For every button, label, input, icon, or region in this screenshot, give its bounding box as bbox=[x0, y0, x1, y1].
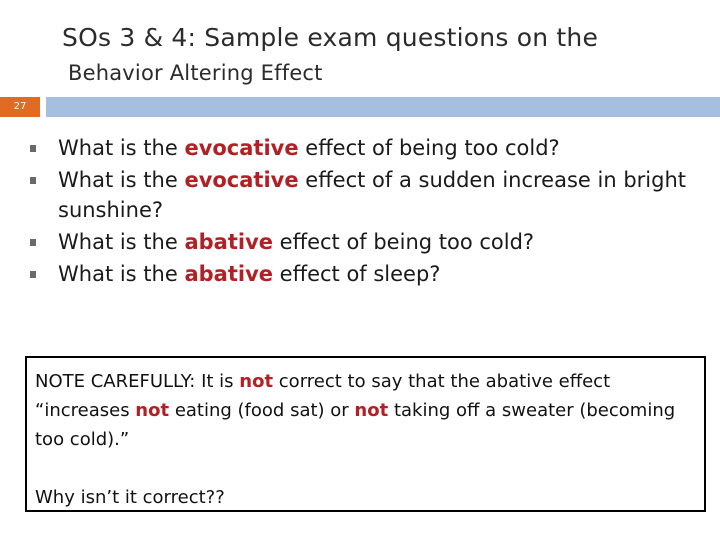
question-item bbox=[28, 133, 708, 163]
question-text-pre: What is the bbox=[58, 230, 185, 254]
slide-title-line-2: Behavior Altering Effect bbox=[68, 61, 323, 85]
question-list bbox=[28, 133, 708, 291]
note-text: taking off a sweater (becoming too cold).” bbox=[35, 400, 676, 450]
square-bullet-icon bbox=[30, 145, 36, 152]
header-divider-bar bbox=[46, 97, 720, 117]
question-keyword: abative bbox=[184, 262, 273, 286]
slide-number: 27 bbox=[0, 97, 40, 117]
question-text-pre: What is the bbox=[58, 136, 185, 160]
note-box bbox=[25, 356, 706, 512]
slide-title-line-1: SOs 3 & 4: Sample exam questions on the bbox=[62, 23, 599, 52]
question-text-pre: What is the bbox=[58, 262, 185, 286]
note-question: Why isn’t it correct?? bbox=[35, 487, 225, 508]
question-text-post: effect of being too cold? bbox=[273, 230, 535, 254]
square-bullet-icon bbox=[30, 177, 36, 184]
question-text-post: effect of sleep? bbox=[273, 262, 441, 286]
question-text-pre: What is the bbox=[58, 168, 185, 192]
note-text: eating (food sat) or bbox=[169, 400, 355, 421]
question-keyword: evocative bbox=[184, 136, 299, 160]
note-not-emphasis: not bbox=[239, 371, 274, 392]
note-spacer bbox=[35, 454, 696, 483]
question-keyword: evocative bbox=[184, 168, 299, 192]
question-keyword: abative bbox=[184, 230, 273, 254]
question-text-post: effect of being too cold? bbox=[298, 136, 560, 160]
question-item bbox=[28, 165, 708, 225]
note-paragraph bbox=[35, 367, 696, 454]
note-text: correct to say that the abative effect “increases bbox=[35, 371, 611, 421]
note-text: NOTE CAREFULLY: It is bbox=[35, 371, 240, 392]
question-item bbox=[28, 259, 708, 289]
question-text-post: effect of a sudden increase in bright sunshine? bbox=[58, 168, 687, 222]
square-bullet-icon bbox=[30, 271, 36, 278]
slide-title bbox=[62, 20, 598, 90]
note-not-emphasis: not bbox=[135, 400, 170, 421]
square-bullet-icon bbox=[30, 239, 36, 246]
note-not-emphasis: not bbox=[354, 400, 389, 421]
question-item bbox=[28, 227, 708, 257]
